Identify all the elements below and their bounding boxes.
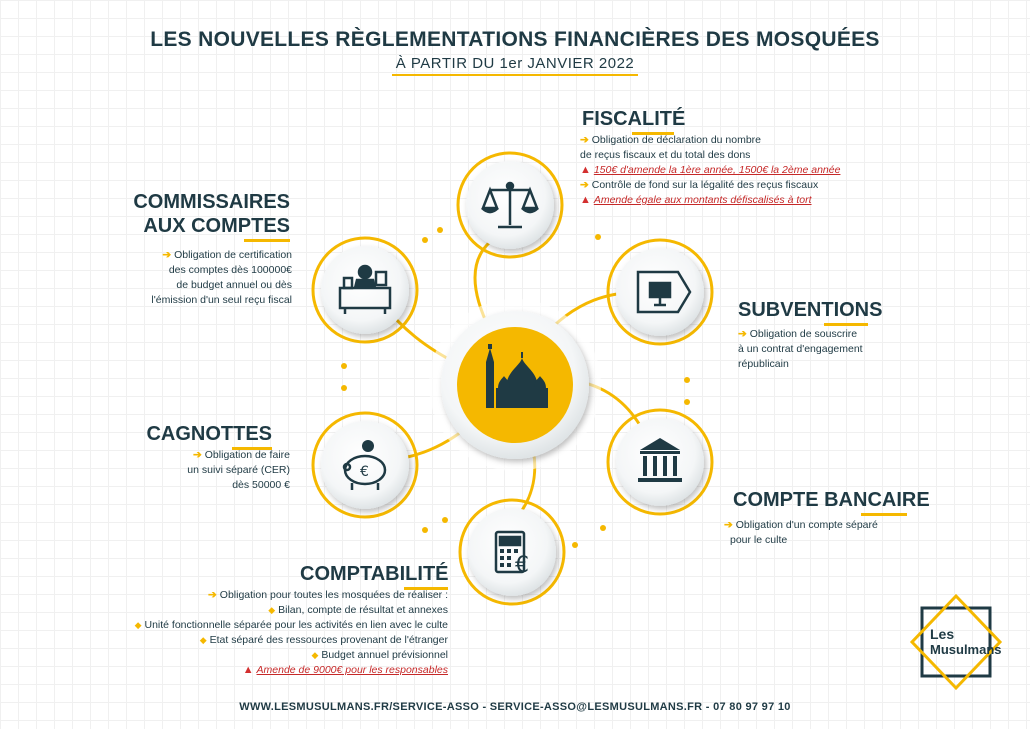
arrow-icon: ➔ [193,449,202,461]
comptabilite-line3: Unité fonctionnelle séparée pour les activités en lien avec le culte [144,619,448,631]
fiscalite-section [582,107,685,135]
compte-underline [861,513,907,516]
compte-line1: Obligation d'un compte séparé [735,519,878,531]
page-title: LES NOUVELLES RÈGLEMENTATIONS FINANCIÈRES DES MOSQUÉES [150,28,880,51]
subventions-heading: SUBVENTIONS [738,299,883,321]
comptabilite-line2: Bilan, compte de résultat et annexes [278,604,448,616]
subventions-text [738,327,918,372]
cagnottes-text [150,448,290,493]
comptabilite-warn1: Amende de 9000€ pour les responsables [256,664,448,676]
diamond-bullet-icon: ◆ [199,635,207,645]
compte-line2: pour le culte [730,534,788,546]
fiscalite-line2: de reçus fiscaux et du total des dons [580,149,751,161]
arrow-icon: ➔ [162,249,172,261]
fiscalite-warn2: Amende égale aux montants défiscalisés à tort [593,194,812,206]
warning-icon: ▲ [580,164,591,176]
commissaires-heading-2: AUX COMPTES [143,215,290,237]
footer-contact[interactable]: WWW.LESMUSULMANS.FR/SERVICE-ASSO - SERVICE-ASSO@LESMUSULMANS.FR - 07 80 97 97 10 [239,701,791,713]
comptabilite-line4: Etat séparé des ressources provenant de l'étranger [209,634,448,646]
subtitle-text: À PARTIR DU 1er JANVIER 2022 [392,55,639,76]
fiscalite-line1: Obligation de déclaration du nombre [591,134,762,146]
commissaires-section [120,190,290,242]
comptabilite-heading: COMPTABILITÉ [300,563,449,585]
arrow-icon: ➔ [580,179,589,191]
fiscalite-heading: FISCALITÉ [582,108,686,130]
svg-text:€: € [360,464,369,480]
fiscalite-text [580,133,880,208]
comptabilite-line1: Obligation pour toutes les mosquées de réaliser : [219,589,448,601]
comptabilite-node [460,500,564,604]
cagnottes-heading: CAGNOTTES [146,423,272,445]
commissaires-line1: Obligation de certification [174,249,292,261]
commissaires-line3: de budget annuel ou dès [176,279,292,291]
logo-line2: Musulmans [930,642,1002,657]
commissaires-node [313,238,417,342]
subventions-section [738,298,882,326]
diamond-bullet-icon: ◆ [134,620,142,630]
logo[interactable] [930,626,1002,658]
compte-heading: COMPTE BANCAIRE [733,489,930,511]
fiscalite-warn1: 150€ d'amende la 1ère année, 1500€ la 2ème année [593,164,841,176]
subventions-line1: Obligation de souscrire [749,328,858,340]
subventions-line2: à un contrat d'engagement [738,343,863,355]
cagnottes-line1: Obligation de faire [204,449,290,461]
arrow-icon: ➔ [580,134,589,146]
compte-node [608,410,712,514]
svg-text:€: € [515,553,529,578]
commissaires-underline [244,239,290,242]
arrow-icon: ➔ [738,328,747,340]
subventions-line3: républicain [738,358,789,370]
commissaires-heading-1: COMMISSAIRES [133,191,290,213]
compte-section [733,488,930,516]
comptabilite-text [100,588,448,678]
fiscalite-line3: Contrôle de fond sur la légalité des reçus fiscaux [591,179,819,191]
warning-icon: ▲ [580,194,591,206]
comptabilite-line5: Budget annuel prévisionnel [321,649,448,661]
diamond-bullet-icon: ◆ [268,605,276,615]
warning-icon: ▲ [242,664,254,676]
cagnottes-line3: dès 50000 € [232,479,290,491]
cagnottes-line2: un suivi séparé (CER) [187,464,290,476]
arrow-icon: ➔ [208,589,217,601]
cagnottes-section [140,422,272,450]
commissaires-line4: l'émission d'un seul reçu fiscal [151,294,292,306]
arrow-icon: ➔ [724,519,733,531]
subventions-underline [824,323,868,326]
comptabilite-section [300,562,448,590]
commissaires-line2: des comptes dès 100000€ [168,264,292,276]
compte-text [724,518,924,548]
commissaires-text [120,248,292,308]
logo-line1: Les [930,626,955,642]
diamond-bullet-icon: ◆ [311,650,319,660]
